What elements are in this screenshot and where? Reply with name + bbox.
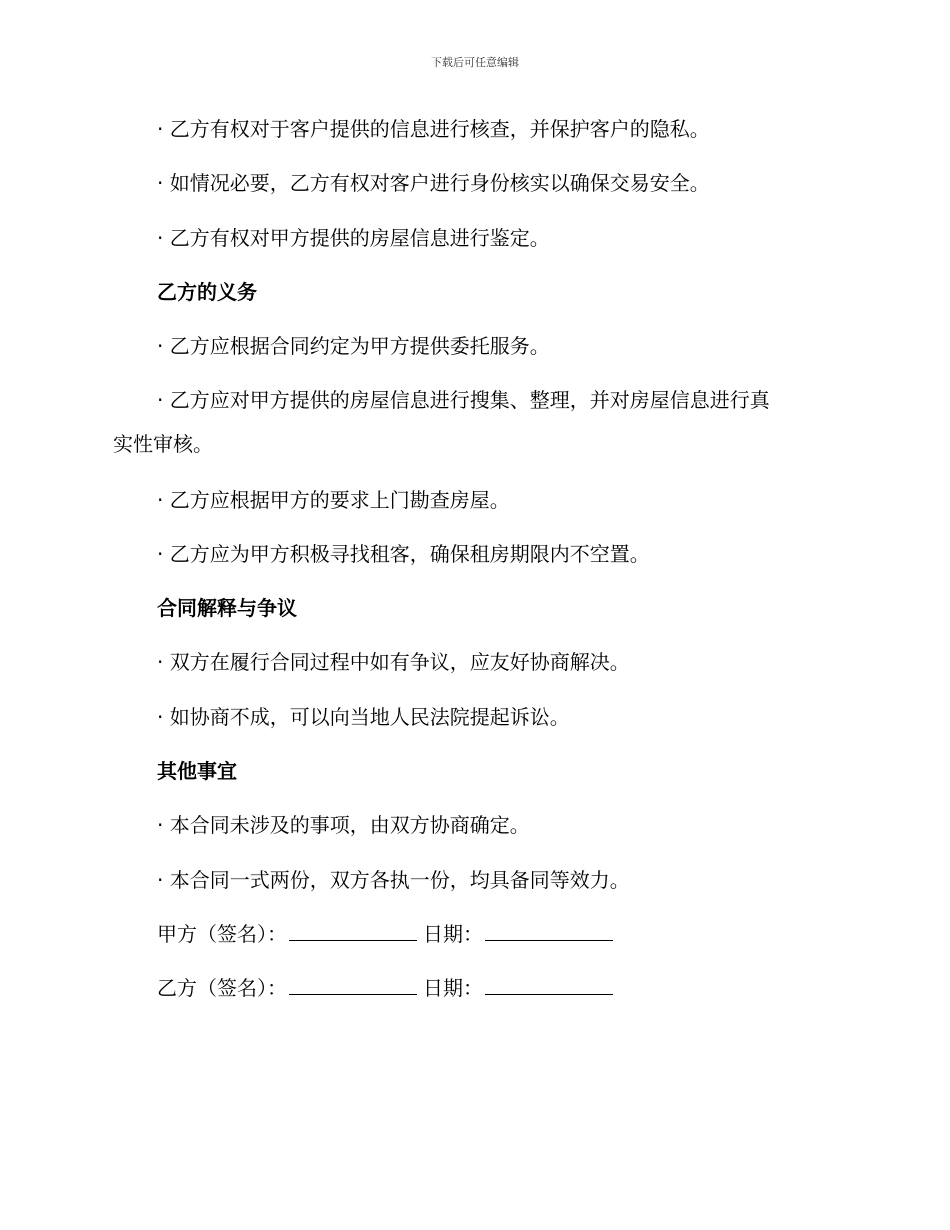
section-heading-other: 其他事宜 xyxy=(157,759,237,783)
party-b-date-label: 日期： xyxy=(423,976,483,1000)
party-a-date-label: 日期： xyxy=(423,922,483,946)
obligation-item-collect-info-line1: · 乙方应对甲方提供的房屋信息进行搜集、整理，并对房屋信息进行真 xyxy=(157,388,770,412)
party-b-signature-blank[interactable] xyxy=(289,976,417,995)
section-heading-disputes: 合同解释与争议 xyxy=(157,596,297,620)
party-b-date-blank[interactable] xyxy=(485,976,613,995)
other-item-copies: · 本合同一式两份，双方各执一份，均具备同等效力。 xyxy=(157,868,630,892)
signature-row-party-a xyxy=(157,920,619,948)
obligation-item-find-tenant: · 乙方应为甲方积极寻找租客，确保租房期限内不空置。 xyxy=(157,542,650,566)
party-b-signature-label: 乙方（签名）： xyxy=(157,976,287,1000)
obligation-item-collect-info xyxy=(113,378,837,466)
obligation-item-service: · 乙方应根据合同约定为甲方提供委托服务。 xyxy=(157,334,550,358)
party-a-signature-label: 甲方（签名）： xyxy=(157,922,287,946)
obligation-item-collect-info-line2: 实性审核。 xyxy=(113,432,213,456)
rights-item-verify-info: · 乙方有权对于客户提供的信息进行核查，并保护客户的隐私。 xyxy=(157,117,710,141)
dispute-item-court: · 如协商不成，可以向当地人民法院提起诉讼。 xyxy=(157,705,570,729)
header-note: 下载后可任意编辑 xyxy=(431,56,519,69)
other-item-unmentioned: · 本合同未涉及的事项，由双方协商确定。 xyxy=(157,813,530,837)
obligation-item-inspect: · 乙方应根据甲方的要求上门勘查房屋。 xyxy=(157,488,510,512)
rights-item-appraise-house: · 乙方有权对甲方提供的房屋信息进行鉴定。 xyxy=(157,226,550,250)
section-heading-obligations: 乙方的义务 xyxy=(157,280,257,304)
party-a-date-blank[interactable] xyxy=(485,922,613,941)
rights-item-identity-check: · 如情况必要，乙方有权对客户进行身份核实以确保交易安全。 xyxy=(157,171,710,195)
signature-row-party-b xyxy=(157,974,619,1002)
dispute-item-negotiate: · 双方在履行合同过程中如有争议，应友好协商解决。 xyxy=(157,650,630,674)
party-a-signature-blank[interactable] xyxy=(289,922,417,941)
